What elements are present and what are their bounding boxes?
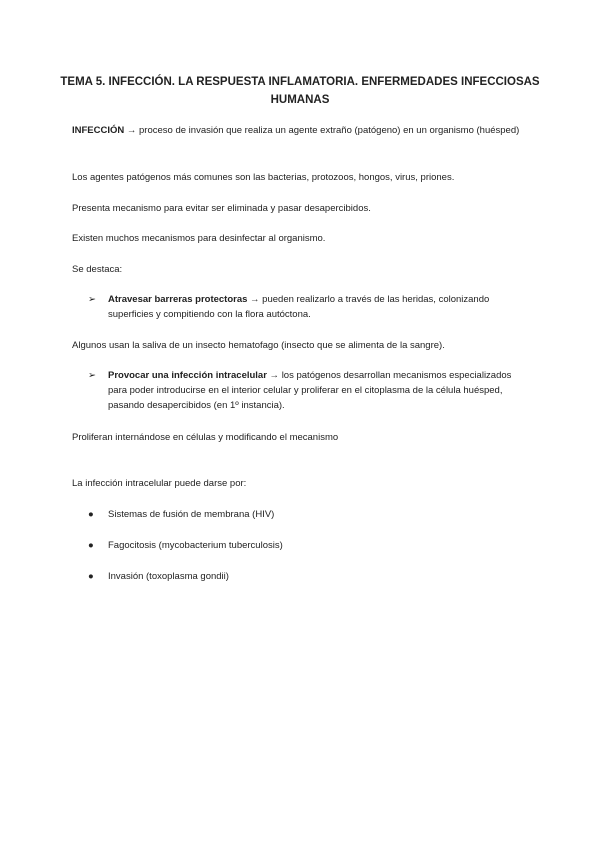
title-line-2: HUMANAS (270, 94, 330, 106)
paragraph-saliva: Algunos usan la saliva de un insecto hematofago (insecto que se alimenta de la sangre). (72, 340, 445, 351)
arrow-bullet-icon: ➢ (88, 370, 96, 381)
bullet-dot-icon: ● (88, 540, 94, 551)
list-item (88, 507, 528, 522)
arrow-item-barriers (88, 292, 528, 322)
arrow-item-term: Atravesar barreras protectoras (108, 294, 248, 305)
definition-term: INFECCIÓN (72, 125, 125, 136)
list-item (88, 569, 528, 584)
definition-paragraph (72, 123, 532, 138)
paragraph-intracellular-ways: La infección intracelular puede darse por: (72, 478, 247, 489)
list-item-text: Fagocitosis (mycobacterium tuberculosis) (108, 540, 283, 551)
bullet-dot-icon: ● (88, 571, 94, 582)
paragraph-highlight: Se destaca: (72, 264, 123, 275)
title-line-1: TEMA 5. INFECCIÓN. LA RESPUESTA INFLAMATORIA. ENFERMEDADES INFECCIOSAS (60, 76, 540, 88)
bullet-dot-icon: ● (88, 509, 94, 520)
arrow-item-desc: → pueden realizarlo a través de las heridas, colonizando superficies y compitiendo con la flora autóctona. (108, 294, 490, 320)
list-item-text: Invasión (toxoplasma gondii) (108, 571, 229, 582)
paragraph-disinfect: Existen muchos mecanismos para desinfectar al organismo. (72, 233, 326, 244)
arrow-item-text (108, 368, 528, 413)
paragraph-agents: Los agentes patógenos más comunes son las bacterias, protozoos, hongos, virus, priones. (72, 172, 455, 183)
arrow-item-desc: → los patógenos desarrollan mecanismos especializados para poder introducirse en el interior celular y proliferar en el citoplasma de la célula huésped, pasando desapercibidos (en 1º instancia). (108, 370, 512, 411)
list-item (88, 538, 528, 553)
paragraph-proliferate: Proliferan internándose en células y modificando el mecanismo (72, 432, 339, 443)
arrow-item-intracellular (88, 368, 528, 413)
arrow-bullet-icon: ➢ (88, 294, 96, 305)
paragraph-mechanism: Presenta mecanismo para evitar ser eliminada y pasar desapercibidos. (72, 203, 371, 214)
arrow-item-term: Provocar una infección intracelular (108, 370, 267, 381)
definition-text: → proceso de invasión que realiza un agente extraño (patógeno) en un organismo (huésped) (124, 125, 520, 136)
document-title (60, 73, 540, 109)
arrow-item-text (108, 292, 528, 322)
list-item-text: Sistemas de fusión de membrana (HIV) (108, 509, 275, 520)
